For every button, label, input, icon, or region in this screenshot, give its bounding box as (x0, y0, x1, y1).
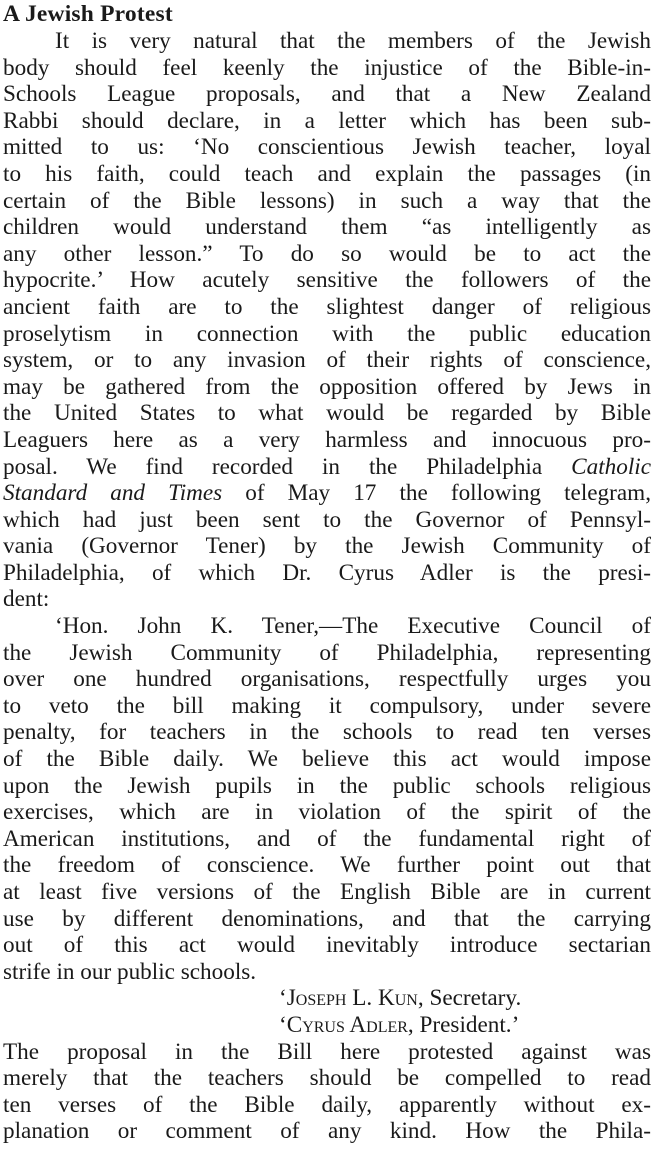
text-line: at least five versions of the English Bible are in current (3, 879, 651, 905)
text-line: Philadelphia, of which Dr. Cyrus Adler is the presi- (3, 559, 651, 586)
signature-secretary (3, 985, 651, 1012)
text-line: system, or to any invasion of their rights of conscience, (3, 347, 651, 374)
headline: A Jewish Protest (3, 1, 173, 27)
text-line: Rabbi should declare, in a letter which has been sub- (3, 107, 651, 134)
text-line-with-publication (3, 480, 651, 507)
text-line: certain of the Bible lessons) in such a way that the (3, 187, 651, 214)
text-line-with-publication (3, 454, 651, 481)
text-fragment: of May 17 the following telegram, (222, 480, 651, 507)
publication-title-part-1: Catholic (571, 453, 651, 480)
text-line: may be gathered from the opposition offered by Jews in (3, 373, 651, 400)
text-line: ancient faith are to the slightest danger of religious (3, 293, 651, 320)
text-line: children would understand them “as intelligently as (3, 214, 651, 241)
text-line: the freedom of conscience. We further point out that (3, 852, 651, 879)
text-line: dent: (3, 586, 50, 613)
signatory-name: Joseph L. Kun (286, 985, 418, 1012)
text-line: upon the Jewish pupils in the public schools religious (3, 772, 651, 799)
text-line: merely that the teachers should be compelled to read (3, 1065, 651, 1092)
text-line: use by different denominations, and that the carrying (3, 905, 651, 932)
text-line: out of this act would inevitably introduce sectarian (3, 932, 651, 959)
signatory-name: Cyrus Adler (286, 1011, 408, 1038)
signatory-title: , Secretary. (417, 985, 522, 1012)
text-line: vania (Governor Tener) by the Jewish Community of (3, 533, 651, 560)
signatory-title: , President.’ (407, 1011, 520, 1038)
text-line: the Jewish Community of Philadelphia, representing (3, 639, 651, 666)
quote-mark: ‘ (279, 1011, 287, 1038)
text-line: Leaguers here as a very harmless and innocuous pro- (3, 426, 651, 453)
text-line: penalty, for teachers in the schools to read ten verses (3, 719, 651, 746)
text-line: ‘Hon. John K. Tener,—The Executive Council of (55, 613, 651, 640)
text-line: The proposal in the Bill here protested against was (3, 1038, 651, 1065)
publication-title-part-2: Standard and Times (3, 480, 223, 507)
text-line: which had just been sent to the Governor of Pennsyl- (3, 506, 651, 533)
text-line: It is very natural that the members of the Jewish (55, 28, 651, 54)
text-line: ten verses of the Bible daily, apparently without ex- (3, 1091, 651, 1118)
telegram-quote (3, 613, 651, 1039)
signature-president (3, 1012, 651, 1039)
text-line: any other lesson.” To do so would be to act the (3, 240, 651, 267)
text-line: strife in our public schools. (3, 958, 257, 985)
text-line: of the Bible daily. We believe this act would impose (3, 746, 651, 773)
text-fragment: posal. We find recorded in the Philadelphia (3, 453, 543, 480)
text-line: American institutions, and of the fundamental right of (3, 825, 651, 852)
paragraph-2 (3, 1039, 651, 1145)
text-line: to his faith, could teach and explain the passages (in (3, 160, 651, 187)
text-line: Schools League proposals, and that a New Zealand (3, 81, 651, 108)
quote-mark: ‘ (279, 985, 287, 1012)
text-line: over one hundred organisations, respectfully urges you (3, 666, 651, 693)
text-line: proselytism in connection with the public education (3, 320, 651, 347)
text-line: hypocrite.’ How acutely sensitive the followers of the (3, 267, 651, 294)
text-line: planation or comment of any kind. How the Phila- (3, 1118, 651, 1145)
text-line: body should feel keenly the injustice of the Bible-in- (3, 54, 651, 81)
text-line: exercises, which are in violation of the spirit of the (3, 799, 651, 826)
text-line: to veto the bill making it compulsory, under severe (3, 692, 651, 719)
text-line: mitted to us: ‘No conscientious Jewish teacher, loyal (3, 134, 651, 161)
text-line: the United States to what would be regarded by Bible (3, 400, 651, 427)
paragraph-1 (3, 28, 651, 613)
